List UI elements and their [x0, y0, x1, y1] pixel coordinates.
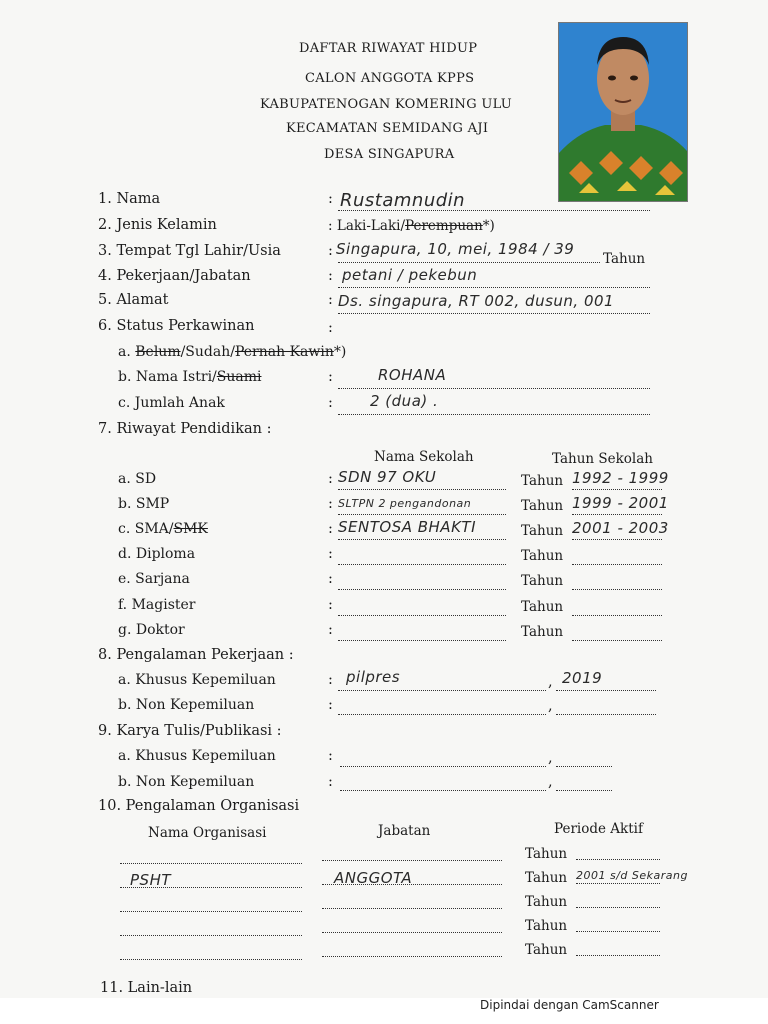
- edu-label: g. Doktor: [118, 622, 185, 638]
- org-tahun-label: Tahun: [525, 918, 568, 934]
- org-dotline-periode: [576, 883, 660, 884]
- edu-dotline-school: [338, 489, 506, 490]
- edu-dotline-years: [572, 539, 662, 540]
- label-alamat: 5. Alamat: [98, 292, 169, 308]
- edu-label: b. SMP: [118, 496, 170, 512]
- label-jenis-kelamin: 2. Jenis Kelamin: [98, 217, 217, 233]
- col-nama-sekolah: Nama Sekolah: [374, 449, 474, 465]
- dotline-9b-year: [556, 790, 612, 791]
- label-ttl: 3. Tempat Tgl Lahir/Usia: [98, 243, 281, 259]
- org-dotline-nama: [120, 935, 302, 936]
- status-options: a. Belum/Sudah/Pernah Kawin*): [118, 344, 347, 360]
- edu-dotline-years: [572, 489, 662, 490]
- org-tahun-label: Tahun: [525, 894, 568, 910]
- colon-pekerjaan: :: [328, 268, 333, 284]
- label-pendidikan: 7. Riwayat Pendidikan :: [98, 421, 272, 437]
- label-non-kepemiluan-8: b. Non Kepemiluan: [118, 697, 255, 713]
- camscanner-watermark: Dipindai dengan CamScanner: [480, 998, 659, 1012]
- profile-photo: [558, 22, 688, 202]
- value-jenis-kelamin: : Laki-Laki/Perempuan*): [328, 218, 495, 234]
- edu-years-value: 1999 - 2001: [572, 494, 669, 512]
- edu-label: e. Sarjana: [118, 571, 190, 587]
- comma-8a: ,: [548, 674, 553, 690]
- value-anak: 2 (dua) .: [370, 392, 439, 410]
- edu-colon: :: [328, 597, 333, 613]
- colon-8a: :: [328, 672, 333, 688]
- edu-school-value: SLTPN 2 pengandonan: [338, 497, 472, 510]
- org-dotline-nama: [120, 911, 302, 912]
- edu-colon: :: [328, 546, 333, 562]
- edu-dotline-school: [338, 514, 506, 515]
- label-status: 6. Status Perkawinan: [98, 318, 255, 334]
- label-pekerjaan: 4. Pekerjaan/Jabatan: [98, 268, 251, 284]
- edu-colon: :: [328, 496, 333, 512]
- dotline-anak: [338, 414, 650, 415]
- year-8a: 2019: [562, 669, 603, 687]
- edu-dotline-years: [572, 564, 662, 565]
- colon-9a: :: [328, 748, 333, 764]
- edu-colon: :: [328, 622, 333, 638]
- dotline-alamat: [338, 313, 650, 314]
- edu-dotline-school: [338, 640, 506, 641]
- header-line-5: DESA SINGAPURA: [324, 147, 455, 162]
- dotline-8b: [338, 714, 546, 715]
- edu-tahun-label: Tahun: [521, 599, 564, 615]
- label-khusus-kepemiluan-9: a. Khusus Kepemiluan: [118, 748, 276, 764]
- org-dotline-jabatan: [322, 860, 502, 861]
- comma-9b: ,: [548, 774, 553, 790]
- value-8a: pilpres: [346, 668, 401, 686]
- org-dotline-jabatan: [322, 908, 502, 909]
- edu-school-value: SENTOSA BHAKTI: [338, 518, 476, 536]
- dotline-istri: [338, 388, 650, 389]
- label-organisasi: 10. Pengalaman Organisasi: [98, 798, 300, 814]
- edu-dotline-years: [572, 615, 662, 616]
- org-dotline-periode: [576, 955, 660, 956]
- dotline-9a: [340, 766, 546, 767]
- org-tahun-label: Tahun: [525, 942, 568, 958]
- label-pengalaman-pekerjaan: 8. Pengalaman Pekerjaan :: [98, 647, 294, 663]
- value-pekerjaan: petani / pekebun: [342, 266, 478, 284]
- label-anak: c. Jumlah Anak: [118, 395, 225, 411]
- colon-alamat: :: [328, 292, 333, 308]
- edu-dotline-years: [572, 514, 662, 515]
- org-dotline-periode: [576, 859, 660, 860]
- edu-colon: :: [328, 521, 333, 537]
- edu-years-value: 2001 - 2003: [572, 519, 669, 537]
- dotline-ttl: [338, 262, 600, 263]
- label-istri: b. Nama Istri/Suami: [118, 369, 262, 385]
- col-tahun-sekolah: Tahun Sekolah: [552, 451, 653, 467]
- org-dotline-nama: [120, 959, 302, 960]
- edu-dotline-school: [338, 615, 506, 616]
- edu-school-value: SDN 97 OKU: [338, 468, 437, 486]
- comma-8b: ,: [548, 698, 553, 714]
- edu-dotline-school: [338, 564, 506, 565]
- org-tahun-label: Tahun: [525, 846, 568, 862]
- label-karya-tulis: 9. Karya Tulis/Publikasi :: [98, 723, 282, 739]
- edu-years-value: 1992 - 1999: [572, 469, 669, 487]
- edu-tahun-label: Tahun: [521, 548, 564, 564]
- edu-label: a. SD: [118, 471, 157, 487]
- edu-label: f. Magister: [118, 597, 196, 613]
- dotline-9a-year: [556, 766, 612, 767]
- edu-tahun-label: Tahun: [521, 624, 564, 640]
- edu-dotline-school: [338, 539, 506, 540]
- col-nama-organisasi: Nama Organisasi: [148, 825, 267, 841]
- dotline-8b-year: [556, 714, 656, 715]
- edu-tahun-label: Tahun: [521, 573, 564, 589]
- edu-tahun-label: Tahun: [521, 523, 564, 539]
- comma-9a: ,: [548, 750, 553, 766]
- org-dotline-jabatan: [322, 956, 502, 957]
- value-alamat: Ds. singapura, RT 002, dusun, 001: [338, 292, 615, 310]
- colon-nama: :: [328, 191, 333, 207]
- label-nama: 1. Nama: [98, 191, 161, 207]
- col-jabatan: Jabatan: [378, 823, 431, 839]
- dotline-8a: [338, 690, 546, 691]
- label-khusus-kepemiluan-8: a. Khusus Kepemiluan: [118, 672, 276, 688]
- header-line-2: CALON ANGGOTA KPPS: [305, 71, 475, 86]
- header-line-1: DAFTAR RIWAYAT HIDUP: [299, 41, 478, 56]
- edu-colon: :: [328, 471, 333, 487]
- colon-anak: :: [328, 395, 333, 411]
- label-lain-lain: 11. Lain-lain: [100, 980, 193, 996]
- dotline-pekerjaan: [338, 287, 650, 288]
- col-periode-aktif: Periode Aktif: [554, 821, 643, 837]
- edu-dotline-years: [572, 589, 662, 590]
- colon-istri: :: [328, 369, 333, 385]
- unit-ttl: Tahun: [603, 251, 646, 267]
- org-nama-value: PSHT: [130, 871, 172, 889]
- org-dotline-periode: [576, 907, 660, 908]
- edu-label: c. SMA/SMK: [118, 521, 208, 537]
- edu-label: d. Diploma: [118, 546, 196, 562]
- org-dotline-nama: [120, 863, 302, 864]
- colon-9b: :: [328, 774, 333, 790]
- org-periode-value: 2001 s/d Sekarang: [576, 869, 688, 882]
- edu-tahun-label: Tahun: [521, 498, 564, 514]
- dotline-8a-year: [556, 690, 656, 691]
- colon-8b: :: [328, 697, 333, 713]
- colon-ttl: :: [328, 243, 333, 259]
- edu-tahun-label: Tahun: [521, 473, 564, 489]
- org-dotline-jabatan: [322, 932, 502, 933]
- dotline-9b: [340, 790, 546, 791]
- label-non-kepemiluan-9: b. Non Kepemiluan: [118, 774, 255, 790]
- colon-status: :: [328, 320, 333, 336]
- org-tahun-label: Tahun: [525, 870, 568, 886]
- edu-dotline-years: [572, 640, 662, 641]
- edu-colon: :: [328, 571, 333, 587]
- header-line-4: KECAMATAN SEMIDANG AJI: [286, 121, 489, 136]
- org-dotline-periode: [576, 931, 660, 932]
- org-jabatan-value: ANGGOTA: [334, 869, 413, 887]
- value-ttl: Singapura, 10, mei, 1984 / 39: [336, 240, 575, 258]
- value-istri: ROHANA: [378, 366, 447, 384]
- value-nama: Rustamnudin: [340, 190, 466, 211]
- edu-dotline-school: [338, 589, 506, 590]
- header-line-3: KABUPATENOGAN KOMERING ULU: [260, 97, 513, 112]
- person-portrait-icon: [559, 23, 687, 201]
